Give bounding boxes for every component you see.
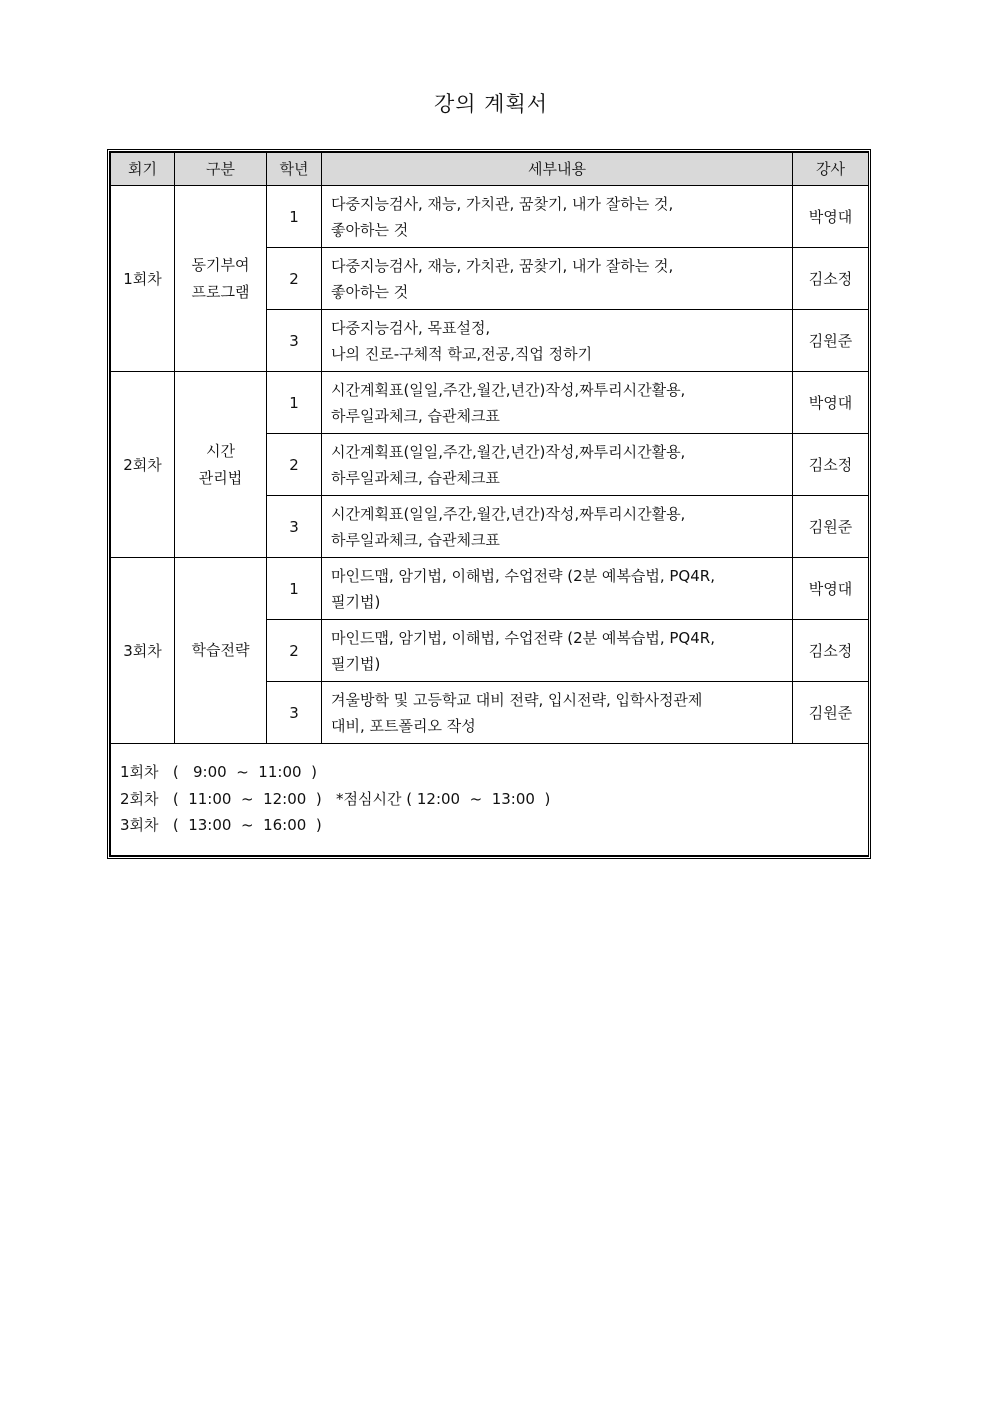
detail-cell xyxy=(322,186,793,248)
instructor-cell: 박영대 xyxy=(793,558,869,620)
instructor-cell: 김원준 xyxy=(793,496,869,558)
detail-line: 시간계획표(일일,주간,월간,년간)작성,짜투리시간활용, xyxy=(331,504,686,523)
grade-cell: 1 xyxy=(267,372,322,434)
detail-line: 마인드맵, 암기법, 이해법, 수업전략 (2분 예복습법, PQ4R, xyxy=(331,566,715,585)
header-instructor: 강사 xyxy=(793,153,869,186)
header-row xyxy=(111,153,869,186)
detail-cell xyxy=(322,496,793,558)
instructor-cell: 박영대 xyxy=(793,186,869,248)
detail-line: 좋아하는 것 xyxy=(331,282,409,301)
table-row xyxy=(111,558,869,620)
session-cell: 3회차 xyxy=(111,558,175,744)
grade-cell: 1 xyxy=(267,558,322,620)
instructor-cell: 김소정 xyxy=(793,620,869,682)
instructor-cell: 김원준 xyxy=(793,682,869,744)
lecture-plan-table-frame xyxy=(107,149,871,859)
detail-cell xyxy=(322,558,793,620)
schedule-line: 1회차 ( 9:00 ~ 11:00 ) xyxy=(120,763,317,781)
category-line: 관리법 xyxy=(198,468,243,487)
detail-cell xyxy=(322,620,793,682)
schedule-row xyxy=(111,744,869,856)
header-detail: 세부내용 xyxy=(322,153,793,186)
grade-cell: 3 xyxy=(267,496,322,558)
detail-cell xyxy=(322,310,793,372)
category-cell xyxy=(175,186,267,372)
instructor-cell: 김소정 xyxy=(793,248,869,310)
category-cell xyxy=(175,372,267,558)
schedule-cell xyxy=(111,744,869,856)
detail-line: 마인드맵, 암기법, 이해법, 수업전략 (2분 예복습법, PQ4R, xyxy=(331,628,715,647)
detail-line: 나의 진로-구체적 학교,전공,직업 정하기 xyxy=(331,344,593,363)
detail-cell xyxy=(322,682,793,744)
grade-cell: 3 xyxy=(267,310,322,372)
detail-line: 다중지능검사, 재능, 가치관, 꿈찾기, 내가 잘하는 것, xyxy=(331,256,674,275)
detail-line: 하루일과체크, 습관체크표 xyxy=(331,530,500,549)
detail-line: 하루일과체크, 습관체크표 xyxy=(331,468,500,487)
header-grade: 학년 xyxy=(267,153,322,186)
session-cell: 2회차 xyxy=(111,372,175,558)
detail-line: 다중지능검사, 재능, 가치관, 꿈찾기, 내가 잘하는 것, xyxy=(331,194,674,213)
document-title: 강의 계획서 xyxy=(433,92,549,116)
category-line: 학습전략 xyxy=(191,641,250,659)
detail-line: 필기법) xyxy=(331,592,381,611)
header-category: 구분 xyxy=(175,153,267,186)
detail-line: 다중지능검사, 목표설정, xyxy=(331,318,491,337)
grade-cell: 2 xyxy=(267,248,322,310)
grade-cell: 1 xyxy=(267,186,322,248)
grade-cell: 3 xyxy=(267,682,322,744)
category-line: 프로그램 xyxy=(191,282,250,301)
category-cell xyxy=(175,558,267,744)
instructor-cell: 박영대 xyxy=(793,372,869,434)
category-line: 동기부여 xyxy=(191,255,250,274)
instructor-cell: 김소정 xyxy=(793,434,869,496)
detail-line: 필기법) xyxy=(331,654,381,673)
detail-line: 겨울방학 및 고등학교 대비 전략, 입시전략, 입학사정관제 xyxy=(331,690,703,709)
detail-line: 대비, 포트폴리오 작성 xyxy=(331,716,476,735)
header-session: 회기 xyxy=(111,153,175,186)
table-row xyxy=(111,372,869,434)
grade-cell: 2 xyxy=(267,434,322,496)
table-row xyxy=(111,186,869,248)
grade-cell: 2 xyxy=(267,620,322,682)
category-line: 시간 xyxy=(206,441,235,460)
instructor-cell: 김원준 xyxy=(793,310,869,372)
detail-line: 좋아하는 것 xyxy=(331,220,409,239)
session-cell: 1회차 xyxy=(111,186,175,372)
schedule-line: 2회차 ( 11:00 ~ 12:00 ) *점심시간 ( 12:00 ~ 13:00 ) xyxy=(120,789,551,808)
detail-cell xyxy=(322,372,793,434)
lecture-plan-table xyxy=(110,152,869,856)
schedule-line: 3회차 ( 13:00 ~ 16:00 ) xyxy=(120,816,322,834)
detail-line: 하루일과체크, 습관체크표 xyxy=(331,406,500,425)
detail-cell xyxy=(322,434,793,496)
detail-line: 시간계획표(일일,주간,월간,년간)작성,짜투리시간활용, xyxy=(331,442,686,461)
detail-cell xyxy=(322,248,793,310)
detail-line: 시간계획표(일일,주간,월간,년간)작성,짜투리시간활용, xyxy=(331,380,686,399)
